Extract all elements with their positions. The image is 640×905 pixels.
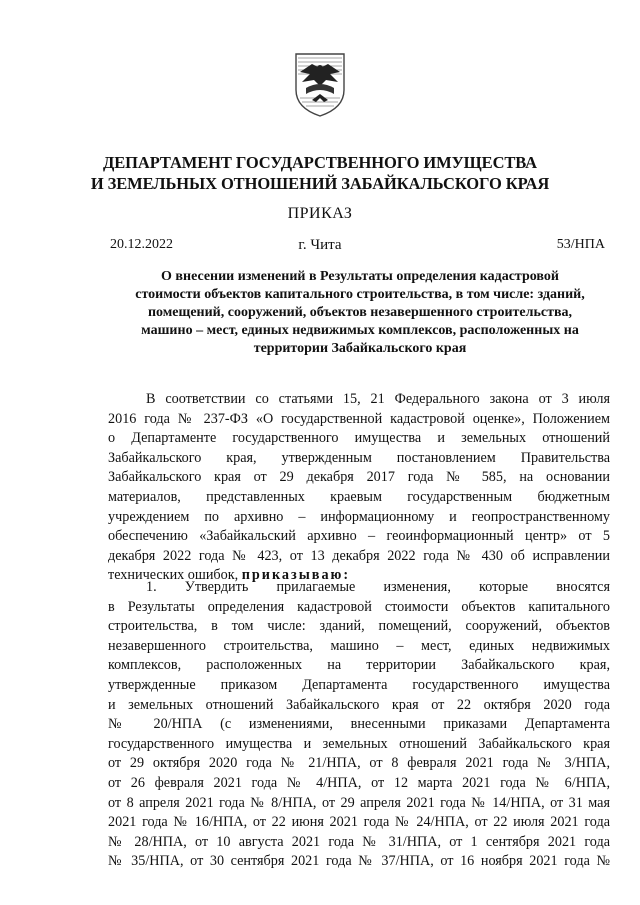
document-date: 20.12.2022 [110,237,173,252]
text-line: строительства, в том числе: зданий, помещений, сооружений, объектов [108,618,610,635]
document-city: г. Чита [298,237,342,253]
text-line: 2021 года № 16/НПА, от 22 июня 2021 года № 24/НПА, от 22 июля 2021 года [108,814,610,831]
text-line: декабря 2022 года № 423, от 13 декабря 2022 года № 430 об исправлении [108,547,610,564]
text-line: № 20/НПА (с изменениями, внесенными приказами Департамента [108,716,610,733]
text-line: обеспечению «Забайкальский архивно – геоинформационный центр» от 5 [108,528,610,545]
order-keyword: приказываю: [241,567,351,584]
department-name-line-2: И ЗЕМЕЛЬНЫХ ОТНОШЕНИЙ ЗАБАЙКАЛЬСКОГО КРАЯ [90,174,550,193]
preamble-paragraph [108,390,610,586]
item-1-paragraph [108,578,610,872]
text-line: В соответствии со статьями 15, 21 Федерального закона от 3 июля [146,391,610,407]
text-line: 1. Утвердить прилагаемые изменения, которые вносятся [146,579,610,595]
text-line: № 28/НПА, от 10 августа 2021 года № 31/НПА, от 1 сентября 2021 года [108,833,610,850]
text-line: от 26 февраля 2021 года № 4/НПА, от 12 марта 2021 года № 6/НПА, [108,774,610,791]
preamble-last-text: технических ошибок, [108,567,239,584]
text-line: незавершенного строительства, машино – мест, единых недвижимых [108,637,610,654]
text-line: Забайкальского края от 29 декабря 2017 года № 585, на основании [108,469,610,486]
document-number: 53/НПА [556,237,605,252]
text-line: о Департаменте государственного имущества и земельных отношений [108,430,610,447]
subject-line: территории Забайкальского края [253,341,467,356]
subject-line: О внесении изменений в Результаты определения кадастровой [161,269,559,284]
text-line: в Результаты определения кадастровой стоимости объектов капитального [108,598,610,615]
text-line: утвержденные приказом Департамента государственного имущества [108,676,610,693]
text-line: учреждением по архивно – информационному и геопространственному [108,508,610,525]
text-line: комплексов, расположенных на территории Забайкальского края, [108,657,610,674]
text-line: от 29 октября 2020 года № 21/НПА, от 8 февраля 2021 года № 3/НПА, [108,755,610,772]
text-line: от 8 апреля 2021 года № 8/НПА, от 29 апреля 2021 года № 14/НПА, от 31 мая [108,794,610,811]
document-type-title: ПРИКАЗ [287,205,353,222]
text-line: 2016 года № 237-ФЗ «О государственной кадастровой оценке», Положением [108,410,610,427]
coat-of-arms-icon [290,50,350,118]
document-subject [110,268,610,358]
text-line: материалов, представленных краевым государственным бюджетным [108,488,610,505]
text-line: и земельных отношений Забайкальского края от 22 октября 2020 года [108,696,610,713]
department-name-line-1: ДЕПАРТАМЕНТ ГОСУДАРСТВЕННОГО ИМУЩЕСТВА [103,153,537,172]
text-line: государственного имущества и земельных отношений Забайкальского края [108,735,610,752]
text-line: № 35/НПА, от 30 сентября 2021 года № 37/НПА, от 16 ноября 2021 года № [108,853,610,870]
subject-line: стоимости объектов капитального строительства, в том числе: зданий, [135,287,585,302]
subject-line: машино – мест, единых недвижимых комплексов, расположенных на [141,323,579,338]
text-line: Забайкальского края, утвержденным постановлением Правительства [108,449,610,466]
subject-line: помещений, сооружений, объектов незавершенного строительства, [147,305,573,320]
